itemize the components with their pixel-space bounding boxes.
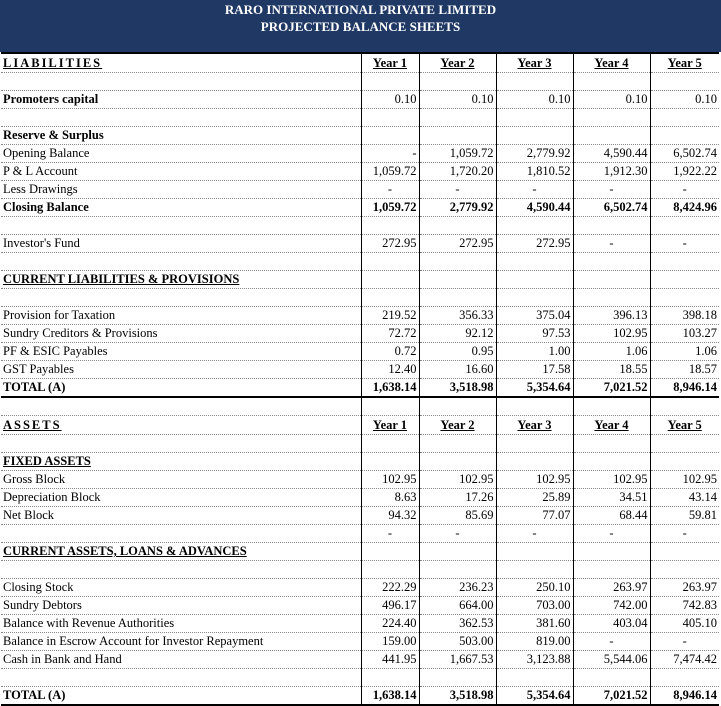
cell-value: 12.40 xyxy=(361,361,419,379)
table-row xyxy=(1,525,719,543)
cell-value: - xyxy=(573,633,650,651)
cell-value: 0.10 xyxy=(573,91,650,109)
spacer-row xyxy=(1,217,719,235)
liabilities-header-row xyxy=(1,53,719,73)
row-label: Sundry Debtors xyxy=(1,597,361,615)
year-header: Year 1 xyxy=(372,55,408,70)
row-label: PF & ESIC Payables xyxy=(1,343,361,361)
sheet-subtitle: PROJECTED BALANCE SHEETS xyxy=(260,19,461,34)
cell-value: 222.29 xyxy=(361,579,419,597)
cell-value: 159.00 xyxy=(361,633,419,651)
cell-value: 7,021.52 xyxy=(573,687,650,706)
cell-value: 742.83 xyxy=(650,597,719,615)
cell-value: 77.07 xyxy=(496,507,573,525)
cell-value: 403.04 xyxy=(573,615,650,633)
cell-value: 4,590.44 xyxy=(573,145,650,163)
cell-value: 68.44 xyxy=(573,507,650,525)
table-row xyxy=(1,199,719,217)
cell-value: 18.55 xyxy=(573,361,650,379)
cell-value: - xyxy=(496,181,573,199)
cell-value: 1.06 xyxy=(650,343,719,361)
spacer-row xyxy=(1,253,719,271)
cell-value: 8,946.14 xyxy=(650,687,719,706)
table-row xyxy=(1,307,719,325)
cell-value: 362.53 xyxy=(419,615,496,633)
row-label: P & L Account xyxy=(1,163,361,181)
cell-value: 0.10 xyxy=(419,91,496,109)
cell-value: 5,544.06 xyxy=(573,651,650,669)
cell-value: - xyxy=(650,235,719,253)
row-label: Provision for Taxation xyxy=(1,307,361,325)
spacer-row xyxy=(1,109,719,127)
row-label: TOTAL (A) xyxy=(1,687,361,706)
section-heading-row xyxy=(1,271,719,289)
table-row xyxy=(1,471,719,489)
cell-value: 272.95 xyxy=(496,235,573,253)
row-label: Closing Stock xyxy=(1,579,361,597)
cell-value: - xyxy=(573,181,650,199)
cell-value: 219.52 xyxy=(361,307,419,325)
sheet-title-banner xyxy=(0,0,721,52)
cell-value: 34.51 xyxy=(573,489,650,507)
table-row xyxy=(1,91,719,109)
cell-value: - xyxy=(419,181,496,199)
cell-value: 0.10 xyxy=(361,91,419,109)
cell-value: 5,354.64 xyxy=(496,687,573,706)
cell-value: 250.10 xyxy=(496,579,573,597)
year-header: Year 1 xyxy=(372,417,408,432)
year-header: Year 3 xyxy=(517,417,552,432)
year-header: Year 5 xyxy=(667,417,702,432)
section-heading-row xyxy=(1,453,719,471)
year-header: Year 2 xyxy=(440,417,475,432)
cell-value: 6,502.74 xyxy=(573,199,650,217)
row-label: Investor's Fund xyxy=(1,235,361,253)
year-header: Year 4 xyxy=(594,417,629,432)
section-heading-row xyxy=(1,127,719,145)
row-label: Promoters capital xyxy=(1,91,361,109)
section-heading-row xyxy=(1,543,719,561)
cell-value: 102.95 xyxy=(650,471,719,489)
cell-value: 8.63 xyxy=(361,489,419,507)
row-label: Balance in Escrow Account for Investor Repayment xyxy=(1,633,361,651)
spacer-row xyxy=(1,289,719,307)
cell-value: 17.58 xyxy=(496,361,573,379)
cell-value: 272.95 xyxy=(419,235,496,253)
spacer-row xyxy=(1,561,719,579)
cell-value: 742.00 xyxy=(573,597,650,615)
total-row xyxy=(1,379,719,398)
cell-value: 1.06 xyxy=(573,343,650,361)
cell-value: 0.10 xyxy=(496,91,573,109)
cell-value: 7,474.42 xyxy=(650,651,719,669)
spacer-row xyxy=(1,73,719,91)
cell-value: 1,720.20 xyxy=(419,163,496,181)
year-header: Year 4 xyxy=(594,55,629,70)
cell-value: 381.60 xyxy=(496,615,573,633)
row-label: Depreciation Block xyxy=(1,489,361,507)
table-row xyxy=(1,361,719,379)
current-assets-heading: CURRENT ASSETS, LOANS & ADVANCES xyxy=(3,544,247,558)
table-row xyxy=(1,181,719,199)
cell-value: 398.18 xyxy=(650,307,719,325)
row-label: Less Drawings xyxy=(1,181,361,199)
table-row xyxy=(1,145,719,163)
cell-value: 1,922.22 xyxy=(650,163,719,181)
table-row xyxy=(1,507,719,525)
cell-value: 236.23 xyxy=(419,579,496,597)
row-label: Net Block xyxy=(1,507,361,525)
table-row xyxy=(1,235,719,253)
cell-value: - xyxy=(573,525,650,543)
cell-value: 1,059.72 xyxy=(419,145,496,163)
cell-value: 1.00 xyxy=(496,343,573,361)
cell-value: - xyxy=(496,525,573,543)
cell-value: 102.95 xyxy=(573,471,650,489)
spacer-row xyxy=(1,669,719,687)
balance-sheet-table xyxy=(1,52,719,706)
cell-value: 103.27 xyxy=(650,325,719,343)
cell-value: 102.95 xyxy=(573,325,650,343)
cell-value: - xyxy=(573,235,650,253)
cell-value: 1,638.14 xyxy=(361,687,419,706)
cell-value: 3,123.88 xyxy=(496,651,573,669)
cell-value: 0.95 xyxy=(419,343,496,361)
cell-value: 1,059.72 xyxy=(361,163,419,181)
assets-header-row xyxy=(1,416,719,435)
assets-heading: ASSETS xyxy=(3,417,62,432)
row-label: TOTAL (A) xyxy=(1,379,361,398)
cell-value: 503.00 xyxy=(419,633,496,651)
liabilities-heading: LIABILITIES xyxy=(3,55,103,70)
total-row xyxy=(1,687,719,706)
cell-value: 85.69 xyxy=(419,507,496,525)
cell-value: 263.97 xyxy=(650,579,719,597)
cell-value: 17.26 xyxy=(419,489,496,507)
cell-value: - xyxy=(361,525,419,543)
cell-value: 16.60 xyxy=(419,361,496,379)
company-name: RARO INTERNATIONAL PRIVATE LIMITED xyxy=(224,2,497,17)
cell-value: 396.13 xyxy=(573,307,650,325)
table-row xyxy=(1,633,719,651)
cell-value: 72.72 xyxy=(361,325,419,343)
table-row xyxy=(1,579,719,597)
cell-value: 3,518.98 xyxy=(419,687,496,706)
cell-value: - xyxy=(650,181,719,199)
cell-value: 102.95 xyxy=(496,471,573,489)
current-liabilities-heading: CURRENT LIABILITIES & PROVISIONS xyxy=(3,272,240,286)
year-header: Year 3 xyxy=(517,55,552,70)
cell-value: 0.10 xyxy=(650,91,719,109)
table-row xyxy=(1,325,719,343)
cell-value: - xyxy=(361,145,419,163)
spacer-row xyxy=(1,435,719,453)
fixed-assets-heading: FIXED ASSETS xyxy=(3,454,91,468)
cell-value: - xyxy=(650,633,719,651)
cell-value: 7,021.52 xyxy=(573,379,650,398)
cell-value: 356.33 xyxy=(419,307,496,325)
cell-value: 496.17 xyxy=(361,597,419,615)
cell-value: 375.04 xyxy=(496,307,573,325)
table-row xyxy=(1,615,719,633)
cell-value: 1,912.30 xyxy=(573,163,650,181)
cell-value: 97.53 xyxy=(496,325,573,343)
cell-value: - xyxy=(361,181,419,199)
cell-value: 2,779.92 xyxy=(496,145,573,163)
cell-value: 0.72 xyxy=(361,343,419,361)
cell-value: 4,590.44 xyxy=(496,199,573,217)
cell-value: 819.00 xyxy=(496,633,573,651)
cell-value: 6,502.74 xyxy=(650,145,719,163)
cell-value: 1,810.52 xyxy=(496,163,573,181)
row-label: Cash in Bank and Hand xyxy=(1,651,361,669)
cell-value: 1,059.72 xyxy=(361,199,419,217)
table-row xyxy=(1,597,719,615)
row-label: Closing Balance xyxy=(1,199,361,217)
cell-value: 224.40 xyxy=(361,615,419,633)
year-header: Year 2 xyxy=(440,55,475,70)
cell-value: 18.57 xyxy=(650,361,719,379)
cell-value: 3,518.98 xyxy=(419,379,496,398)
cell-value: 102.95 xyxy=(419,471,496,489)
cell-value: 2,779.92 xyxy=(419,199,496,217)
cell-value: 272.95 xyxy=(361,235,419,253)
row-label: Balance with Revenue Authorities xyxy=(1,615,361,633)
row-label: Opening Balance xyxy=(1,145,361,163)
cell-value: 8,946.14 xyxy=(650,379,719,398)
cell-value: 5,354.64 xyxy=(496,379,573,398)
cell-value: 1,638.14 xyxy=(361,379,419,398)
year-header: Year 5 xyxy=(667,55,702,70)
row-label: GST Payables xyxy=(1,361,361,379)
cell-value: 92.12 xyxy=(419,325,496,343)
table-row xyxy=(1,651,719,669)
cell-value: 8,424.96 xyxy=(650,199,719,217)
spacer-row xyxy=(1,397,719,416)
cell-value: 405.10 xyxy=(650,615,719,633)
cell-value: 59.81 xyxy=(650,507,719,525)
table-row xyxy=(1,343,719,361)
cell-value: 703.00 xyxy=(496,597,573,615)
cell-value: 25.89 xyxy=(496,489,573,507)
cell-value: 441.95 xyxy=(361,651,419,669)
cell-value: - xyxy=(419,525,496,543)
cell-value: 43.14 xyxy=(650,489,719,507)
row-label: Gross Block xyxy=(1,471,361,489)
cell-value: 1,667.53 xyxy=(419,651,496,669)
table-row xyxy=(1,489,719,507)
cell-value: 263.97 xyxy=(573,579,650,597)
cell-value: 664.00 xyxy=(419,597,496,615)
cell-value: 94.32 xyxy=(361,507,419,525)
cell-value: 102.95 xyxy=(361,471,419,489)
row-label: Sundry Creditors & Provisions xyxy=(1,325,361,343)
reserve-heading: Reserve & Surplus xyxy=(1,127,361,145)
cell-value: - xyxy=(650,525,719,543)
table-row xyxy=(1,163,719,181)
